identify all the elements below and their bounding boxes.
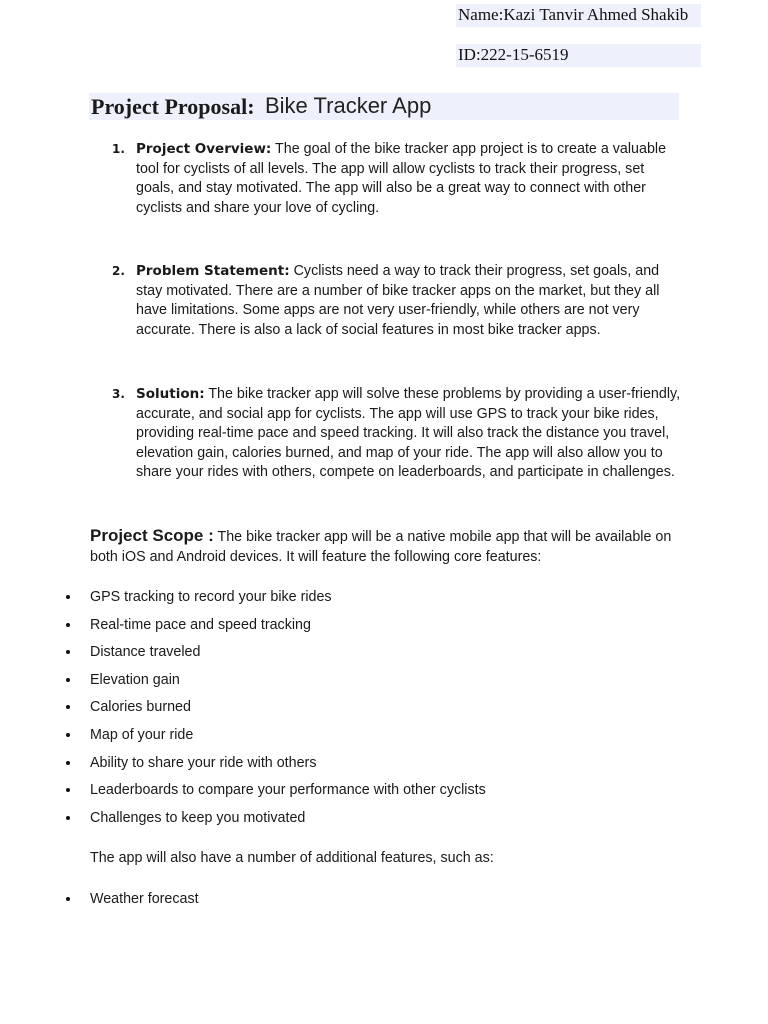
project-scope	[90, 526, 690, 567]
list-item-text: Calories burned	[90, 699, 191, 716]
bullet-icon	[66, 705, 70, 709]
section-text: The bike tracker app will solve these problems by providing a user-friendly, accurate, and social app for cyclists. The app will use GPS to track your bike rides, providing real-time pace and speed tracking. It will also track the distance you travel, elevation gain, calories burned, and map of your ride. The app will also allow you to share your rides with others, compete on leaderboards, and participate in challenges.	[136, 386, 681, 480]
section-number: 2.	[112, 264, 125, 278]
list-item-text: Distance traveled	[90, 644, 201, 661]
list-item	[64, 699, 486, 727]
list-item	[64, 782, 486, 810]
section-number: 1.	[112, 142, 125, 156]
list-item	[64, 891, 199, 919]
student-name: Name:Kazi Tanvir Ahmed Shakib	[456, 4, 701, 27]
list-item-text: Map of your ride	[90, 726, 194, 743]
list-item-text: Challenges to keep you motivated	[90, 809, 306, 826]
bullet-icon	[66, 788, 70, 792]
list-item	[64, 589, 486, 617]
section-number: 3.	[112, 387, 125, 401]
section-overview	[112, 140, 682, 218]
bullet-icon	[66, 678, 70, 682]
section-heading: Problem Statement:	[136, 263, 290, 279]
section-heading: Solution:	[136, 386, 205, 402]
section-text: Cyclists need a way to track their progress, set goals, and stay motivated. There are a number of bike tracker apps on the market, but they all have limitations. Some apps are not very user-friendly, while others are not very accurate. There is also a lack of social features in most bike tracker apps.	[136, 263, 660, 338]
list-item	[64, 672, 486, 700]
scope-text: The bike tracker app will be a native mobile app that will be available on both iOS and Android devices. It will feature the following core features:	[90, 529, 672, 565]
list-item-text: Weather forecast	[90, 891, 199, 907]
bullet-icon	[66, 595, 70, 599]
bullet-icon	[66, 816, 70, 820]
list-item	[64, 644, 486, 672]
list-item-text: Real-time pace and speed tracking	[90, 616, 311, 633]
additional-features-list	[64, 891, 199, 919]
section-heading: Project Overview:	[136, 141, 272, 157]
section-problem	[112, 262, 682, 340]
list-item	[64, 755, 486, 783]
title-label: Project Proposal:	[91, 94, 255, 119]
bullet-icon	[66, 897, 70, 901]
title-app-name: Bike Tracker App	[265, 93, 432, 118]
bullet-icon	[66, 733, 70, 737]
bullet-icon	[66, 650, 70, 654]
core-features-list	[64, 589, 486, 837]
section-solution	[112, 385, 682, 483]
list-item-text: Leaderboards to compare your performance with other cyclists	[90, 782, 486, 799]
list-item	[64, 810, 486, 838]
student-id: ID:222-15-6519	[456, 44, 701, 67]
document-title	[89, 93, 679, 120]
list-item-text: Elevation gain	[90, 671, 180, 688]
scope-heading: Project Scope :	[90, 526, 214, 545]
list-item	[64, 727, 486, 755]
list-item-text: GPS tracking to record your bike rides	[90, 589, 332, 605]
list-item-text: Ability to share your ride with others	[90, 754, 317, 771]
additional-features-intro: The app will also have a number of additional features, such as:	[90, 850, 494, 866]
section-text: The goal of the bike tracker app project is to create a valuable tool for cyclists of all levels. The app will allow cyclists to track their progress, set goals, and stay motivated. The app will also be a great way to connect with other cyclists and share your love of cycling.	[136, 141, 667, 216]
list-item	[64, 617, 486, 645]
bullet-icon	[66, 623, 70, 627]
bullet-icon	[66, 761, 70, 765]
